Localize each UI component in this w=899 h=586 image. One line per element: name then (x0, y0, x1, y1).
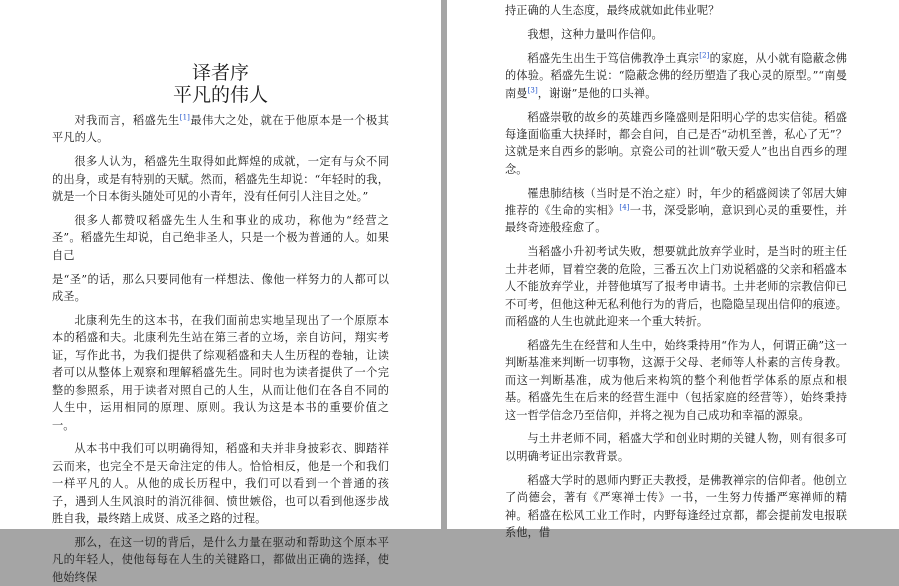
paragraph-text: 罹患肺结核（当时是不治之症）时，年少的稻盛阅读了邻居大婶推荐的《生命的实相》 (505, 186, 847, 218)
paragraph (505, 50, 847, 102)
page-subtitle: 平凡的伟人 (172, 84, 268, 106)
paragraph-text: 稻盛先生出生于笃信佛教净土真宗 (527, 51, 700, 65)
paragraph: 我想，这种力量叫作信仰。 (527, 27, 663, 41)
paragraph: 与土井老师不同，稻盛大学和创业时期的关键人物，则有很多可以明确考证出宗教背景。 (505, 432, 847, 463)
paragraph: 很多人认为，稻盛先生取得如此辉煌的成就，一定有与众不同的出身，或是有特别的天赋。然而，稻盛先生却说：“年轻时的我，就是一个日本街头随处可见的小青年，没有任何引人注目之处。” (52, 155, 389, 204)
paragraph: 当稻盛小升初考试失败，想要就此放弃学业时，是当时的班主任土井老师，冒着空袭的危险，三番五次上门劝说稻盛的父亲和稻盛本人不能放弃学业，并替他填写了报考申请书。土井老师的宗教信仰已不可考，但他这种无私利他行为的背后，也隐隐呈现出信仰的痕迹。而稻盛的人生也就此迎来一个重大转折。 (505, 245, 847, 328)
left-page (0, 0, 441, 584)
footnote-ref[interactable]: [4] (619, 203, 630, 212)
paragraph (505, 185, 847, 237)
paragraph: 北康利先生的这本书，在我们面前忠实地呈现出了一个原原本本的稻盛和夫。北康利先生站在第三者的立场，亲自访问，翔实考证，写作此书，为我们提供了综观稻盛和夫人生历程的卷轴，让读者可以从整体上观察和理解稻盛先生。同时也为读者提供了一个完整的参照系，用于读者对照自己的人生，从而让他们在各自不同的人生中，运用相同的原理、原则。我认为这是本书的重要价值之一。 (52, 314, 389, 432)
paragraph: 很多人都赞叹稻盛先生人生和事业的成功，称他为“经营之圣”。稻盛先生却说，自己绝非圣人，只是一个极为普通的人。如果自己 (52, 214, 389, 262)
footnote-ref[interactable]: [1] (179, 113, 190, 122)
right-page (447, 0, 899, 539)
paragraph: 稻盛先生在经营和人生中，始终秉持用“作为人，何谓正确”这一判断基准来判断一切事物，这源于父母、老师等人朴素的言传身教。而这一判断基准，成为他后来构筑的整个利他哲学体系的原点和根基。稻盛先生在后来的经营生涯中（包括家庭的经营等），始终秉持这一哲学信念乃至信仰，并将之视为自己成功和幸福的源泉。 (505, 338, 847, 422)
paragraph: 稻盛大学时的恩师内野正夫教授，是佛教禅宗的信仰者。他创立了尚德会，著有《严寒禅士传》一书，一生努力传播严寒禅师的精神。稻盛在松风工业工作时，内野每逢经过京都，都会提前发电报联系他，借 (505, 473, 847, 539)
paragraph-text: 最伟大之处，就在于他原本是一个极其平凡的人。 (52, 114, 390, 145)
footnote-ref[interactable]: [2] (699, 51, 710, 60)
page-title: 译者序 (191, 62, 249, 84)
paragraph (52, 112, 389, 147)
paragraph: 稻盛崇敬的故乡的英雄西乡隆盛则是阳明心学的忠实信徒。稻盛每逢面临重大抉择时，都会自问，自己是否“动机至善，私心了无”？这就是来自西乡的影响。京瓷公司的社训“敬天爱人”也出自西乡的理念。 (505, 110, 847, 176)
paragraph: 那么，在这一切的背后，是什么力量在驱动和帮助这个原本平凡的年轻人，使他每每在人生的关键路口，都做出正确的选择，使他始终保 (52, 535, 389, 584)
paragraph-text: 的家庭，从小就有隐蔽念佛的体验。稻盛先生说：“隐蔽念佛的经历塑造了我心灵的原型。”“南曼南曼 (505, 51, 847, 100)
paragraph-text: ，谢谢”是他的口头禅。 (537, 86, 657, 100)
paragraph-text: 对我而言，稻盛先生 (74, 114, 180, 127)
left-body-text (52, 112, 389, 586)
paragraph: 持正确的人生态度，最终成就如此伟业呢？ (505, 4, 720, 17)
paragraph: 从本书中我们可以明确得知，稻盛和夫并非身披彩衣、脚踏祥云而来，也完全不是天命注定的伟人。恰恰相反，他是一个和我们一样平凡的人。从他的成长历程中，我们可以看到一个普通的孩子，遇到人生风浪时的消沉徘徊、愤世嫉俗，也可以看到他逐步战胜自我，最终踏上成贤、成圣之路的过程。 (52, 442, 389, 526)
paragraph-text: 一书，深受影响，意识到心灵的重要性，并最终奇迹般痊愈了。 (505, 204, 847, 235)
footnote-ref[interactable]: [3] (527, 85, 538, 94)
paragraph: 是“圣”的话，那么只要同他有一样想法、像他一样努力的人都可以成圣。 (52, 272, 389, 304)
right-body-text (505, 2, 847, 541)
